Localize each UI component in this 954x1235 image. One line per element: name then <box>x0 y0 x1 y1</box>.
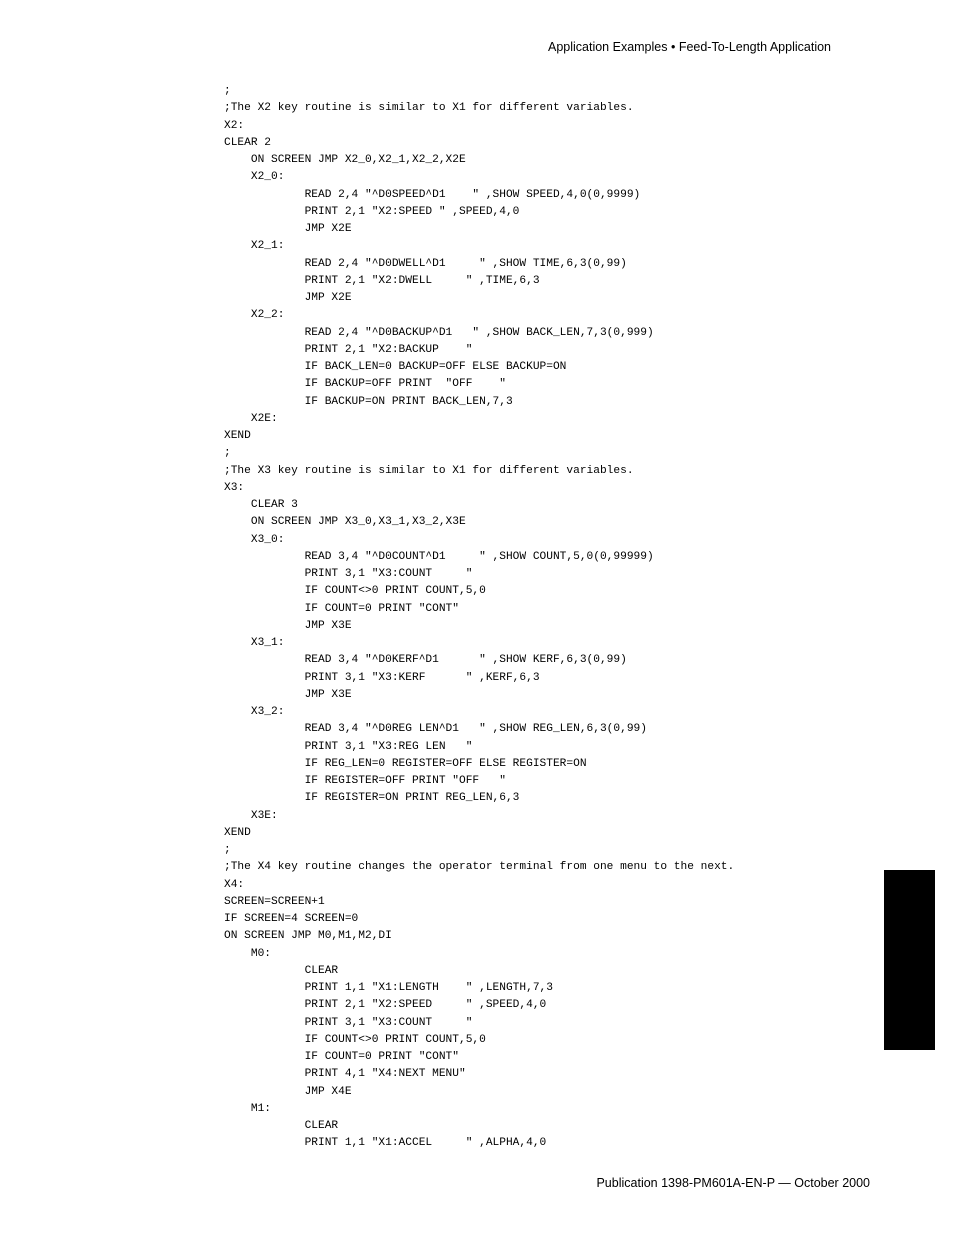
code-line: X3_0: <box>224 533 285 546</box>
code-line: READ 3,4 "^D0KERF^D1 " ,SHOW KERF,6,3(0,99) <box>224 654 627 667</box>
code-line: PRINT 3,1 "X3:COUNT " <box>224 1016 473 1029</box>
running-head: Application Examples • Feed-To-Length Application <box>547 40 831 54</box>
code-line: XEND <box>224 826 251 839</box>
code-line: ON SCREEN JMP X2_0,X2_1,X2_2,X2E <box>224 154 466 166</box>
code-line: ON SCREEN JMP M0,M1,M2,DI <box>224 930 392 943</box>
code-line: READ 2,4 "^D0BACKUP^D1 " ,SHOW BACK_LEN,7,3(0,999) <box>224 326 654 339</box>
code-line: IF COUNT=0 PRINT "CONT" <box>224 1051 459 1063</box>
code-line: PRINT 1,1 "X1:ACCEL " ,ALPHA,4,0 <box>224 1137 547 1150</box>
code-line: IF BACK_LEN=0 BACKUP=OFF ELSE BACKUP=ON <box>224 361 567 373</box>
code-line: PRINT 2,1 "X2:SPEED " ,SPEED,4,0 <box>224 205 520 218</box>
code-line: PRINT 3,1 "X3:KERF " ,KERF,6,3 <box>224 671 540 684</box>
code-line: X4: <box>224 878 245 891</box>
code-line: IF BACKUP=OFF PRINT "OFF " <box>224 378 506 391</box>
code-line: IF REG_LEN=0 REGISTER=OFF ELSE REGISTER=ON <box>224 757 587 770</box>
code-line: PRINT 2,1 "X2:BACKUP " <box>224 343 473 356</box>
code-listing <box>224 83 734 1153</box>
code-line: READ 3,4 "^D0COUNT^D1 " ,SHOW COUNT,5,0(0,99999) <box>224 550 654 563</box>
code-line: JMP X3E <box>224 619 352 632</box>
code-line: IF SCREEN=4 SCREEN=0 <box>224 913 359 925</box>
code-line: IF REGISTER=OFF PRINT "OFF " <box>224 775 506 787</box>
code-line: M0: <box>224 947 271 960</box>
code-line: CLEAR 3 <box>224 499 298 511</box>
code-line: PRINT 3,1 "X3:REG LEN " <box>224 740 473 753</box>
publication-footer: Publication 1398-PM601A-EN-P — October 2000 <box>596 1176 870 1190</box>
code-line: PRINT 1,1 "X1:LENGTH " ,LENGTH,7,3 <box>224 982 553 994</box>
code-line: X2E: <box>224 412 278 425</box>
code-line: READ 3,4 "^D0REG LEN^D1 " ,SHOW REG_LEN,6,3(0,99) <box>224 723 647 736</box>
code-line: X3_1: <box>224 637 285 649</box>
code-line: JMP X4E <box>224 1085 352 1098</box>
code-line: JMP X3E <box>224 688 352 701</box>
code-line: XEND <box>224 430 251 442</box>
code-line: ; <box>224 844 231 856</box>
code-line: X2_0: <box>224 171 285 184</box>
code-line: ;The X4 key routine changes the operator terminal from one menu to the next. <box>224 861 735 874</box>
code-line: PRINT 2,1 "X2:DWELL " ,TIME,6,3 <box>224 274 540 287</box>
code-line: IF COUNT<>0 PRINT COUNT,5,0 <box>224 585 486 598</box>
code-line: X3: <box>224 481 245 494</box>
code-line: X2_2: <box>224 309 285 322</box>
code-line: PRINT 2,1 "X2:SPEED " ,SPEED,4,0 <box>224 999 547 1012</box>
code-line: ;The X2 key routine is similar to X1 for different variables. <box>224 102 634 115</box>
code-line: IF COUNT=0 PRINT "CONT" <box>224 602 459 615</box>
code-line: IF BACKUP=ON PRINT BACK_LEN,7,3 <box>224 395 513 408</box>
code-line: X2: <box>224 119 245 132</box>
chapter-edge-tab <box>884 870 935 1050</box>
code-line: JMP X2E <box>224 292 352 304</box>
code-line: X3_2: <box>224 706 285 718</box>
code-line: ; <box>224 85 231 97</box>
code-line: ; <box>224 447 231 460</box>
code-line: CLEAR <box>224 964 339 977</box>
code-line: PRINT 3,1 "X3:COUNT " <box>224 568 473 580</box>
code-line: SCREEN=SCREEN+1 <box>224 895 325 908</box>
code-line: IF REGISTER=ON PRINT REG_LEN,6,3 <box>224 792 520 805</box>
code-line: CLEAR 2 <box>224 136 271 149</box>
code-line: READ 2,4 "^D0SPEED^D1 " ,SHOW SPEED,4,0(0,9999) <box>224 188 641 201</box>
code-line: ON SCREEN JMP X3_0,X3_1,X3_2,X3E <box>224 516 466 529</box>
code-line: X3E: <box>224 809 278 822</box>
code-line: ;The X3 key routine is similar to X1 for different variables. <box>224 464 634 477</box>
code-line: JMP X2E <box>224 223 352 235</box>
code-line: M1: <box>224 1102 271 1115</box>
code-line: IF COUNT<>0 PRINT COUNT,5,0 <box>224 1033 486 1046</box>
code-line: CLEAR <box>224 1120 339 1132</box>
code-line: READ 2,4 "^D0DWELL^D1 " ,SHOW TIME,6,3(0,99) <box>224 257 627 270</box>
code-line: X2_1: <box>224 240 285 253</box>
code-line: PRINT 4,1 "X4:NEXT MENU" <box>224 1068 466 1081</box>
